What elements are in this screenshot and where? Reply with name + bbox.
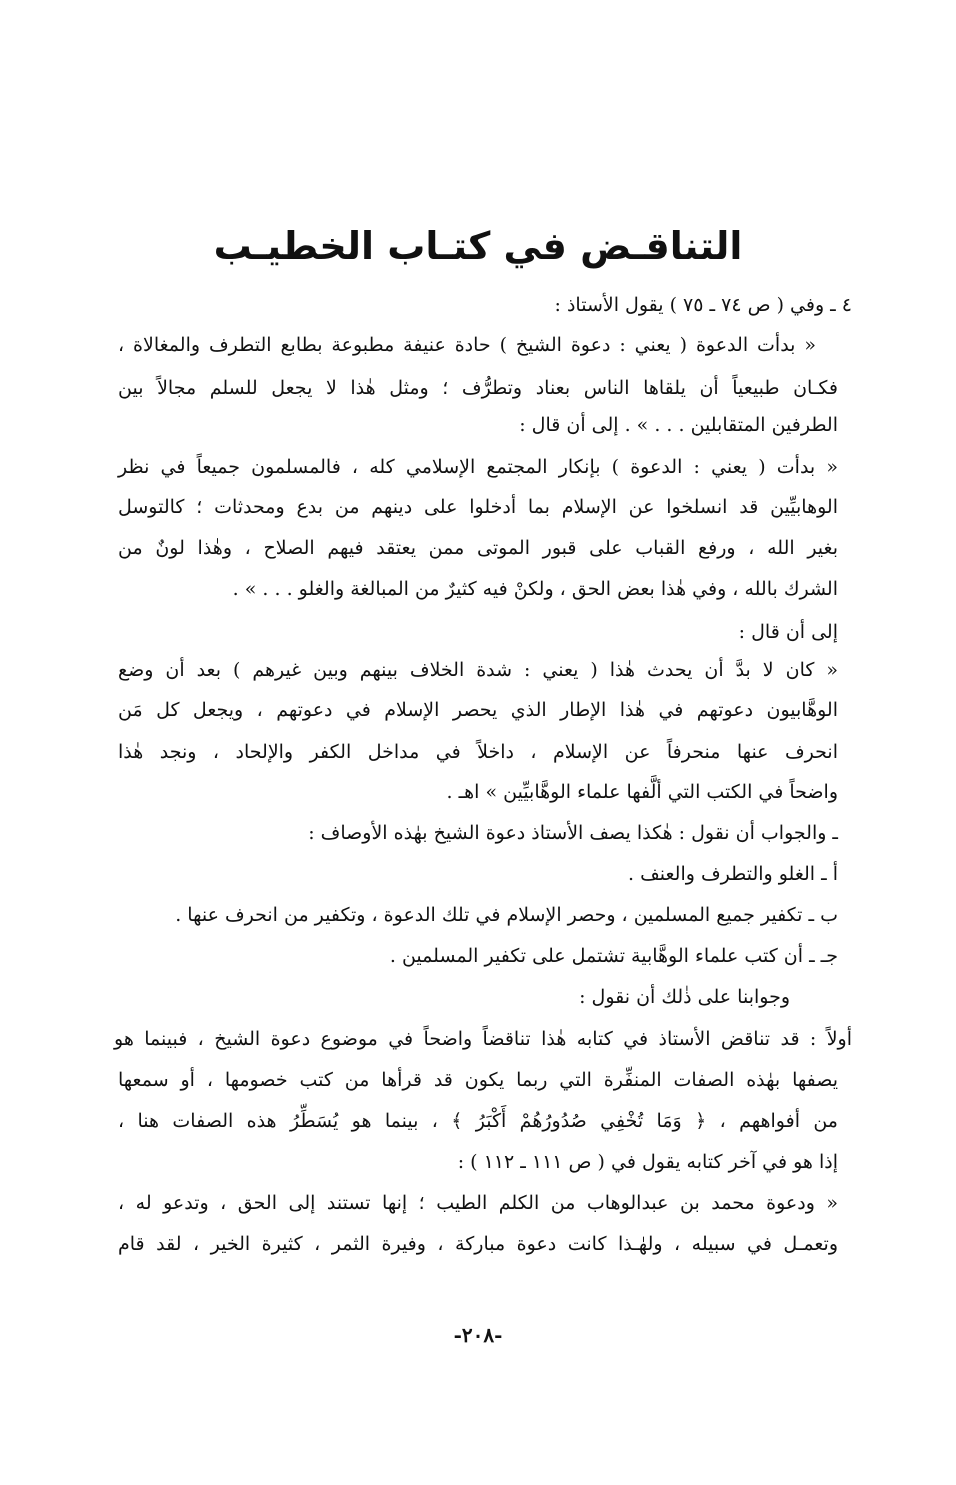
text-line: الوهابيِّين قد انسلخوا عن الإسلام بما أدخلوا على دينهم من بدع ومحدثات ؛ كالتوسل xyxy=(118,496,838,518)
page-number: -٢٠٨- xyxy=(453,1323,503,1347)
text-line: أ ـ الغلو والتطرف والعنف . xyxy=(628,863,838,885)
text-line: ٤ ـ وفي ( ص ٧٤ ـ ٧٥ ) يقول الأستاذ : xyxy=(554,294,852,316)
text-line: وجوابنا على ذٰلك أن نقول : xyxy=(579,986,790,1008)
text-line: « كان لا بدَّ أن يحدث هٰذا ( يعني : شدة الخلاف بينهم وبين غيرهم ) بعد أن وضع xyxy=(118,659,838,681)
text-line: « بدأت الدعوة ( يعني : دعوة الشيخ ) حادة عنيفة مطبوعة بطابع التطرف والمغالاة ، xyxy=(118,334,816,356)
text-line: جـ ـ أن كتب علماء الوهَّابية تشتمل على تكفير المسلمين . xyxy=(389,945,838,967)
text-line: إلى أن قال : xyxy=(738,621,838,643)
text-line: بغير الله ، ورفع القباب على قبور الموتى ممن يعتقد فيهم الصلاح ، وهٰذا لونٌ من xyxy=(118,537,838,559)
text-line: الشرك بالله ، وفي هٰذا بعض الحق ، ولكنْ فيه كثيرٌ من المبالغة والغلو . . . » . xyxy=(232,578,838,600)
text-line: ـ والجواب أن نقول : هٰكذا يصف الأستاذ دعوة الشيخ بهٰذه الأوصاف : xyxy=(308,822,838,844)
text-line: أولاً : قد تناقض الأستاذ في كتابه هٰذا تناقضاً واضحاً في موضوع دعوة الشيخ ، فبينما هو xyxy=(114,1028,852,1050)
text-line: الوهَّابيون دعوتهم في هٰذا الإطار الذي يحصر الإسلام في دعوتهم ، ويجعل كل مَن xyxy=(118,699,838,721)
text-line: وتعمـل في سبيله ، ولهٰـذا كانت دعوة مباركة ، وفيرة الثمر ، كثيرة الخير ، لقد قام xyxy=(118,1233,838,1255)
text-line: ب ـ تكفير جميع المسلمين ، وحصر الإسلام في تلك الدعوة ، وتكفير من انحرف عنها . xyxy=(175,904,838,926)
text-line: الطرفين المتقابلين . . . » . إلى أن قال : xyxy=(519,414,838,436)
text-line: واضحاً في الكتب التي ألَّفها علماء الوهَّابيِّين » اهـ . xyxy=(446,781,838,803)
text-line: من أفواههم ، ﴿ وَمَا تُخْفِي صُدُورُهُمْ أَكْبَرُ ﴾ ، بينما هو يُسَطِّرُ هذه الصفات هنا ، xyxy=(118,1110,838,1132)
text-line: إذا هو في آخر كتابه يقول في ( ص ١١١ ـ ١١٢ ) : xyxy=(457,1151,838,1173)
page-title: التناقـض في كتـاب الخطيـب xyxy=(213,224,743,268)
text-line: فكـان طبيعياً أن يلقاها الناس بعناد وتطرُّف ؛ ومثل هٰذا لا يجعل للسلم مجالاً بين xyxy=(118,377,838,399)
text-line: « ودعوة محمد بن عبدالوهاب من الكلم الطيب ؛ إنها تستند إلى الحق ، وتدعو له ، xyxy=(118,1192,838,1214)
text-line: انحرف عنها منحرفاً عن الإسلام ، داخلاً في مداخل الكفر والإلحاد ، ونجد هٰذا xyxy=(118,741,838,763)
text-line: « بدأت ( يعني : الدعوة ) بإنكار المجتمع الإسلامي كله ، فالمسلمون جميعاً في نظر xyxy=(118,456,838,478)
text-line: يصفها بهٰذه الصفات المنفِّرة التي ربما يكون قد قرأها من كتب خصومها ، أو سمعها xyxy=(118,1069,838,1091)
